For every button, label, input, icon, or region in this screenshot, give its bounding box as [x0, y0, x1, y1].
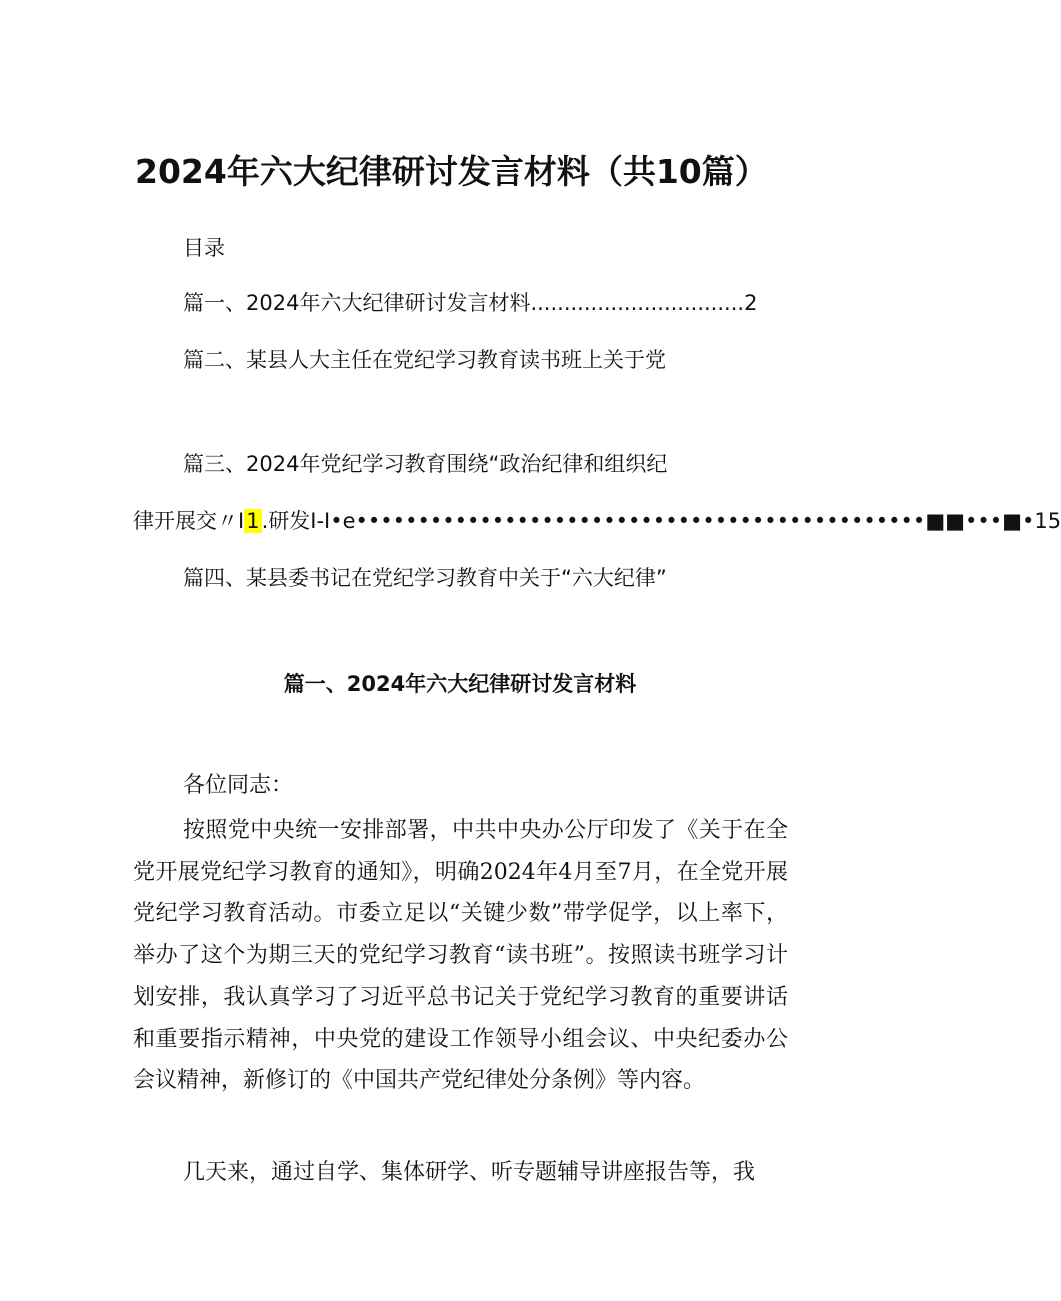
greeting: 各位同志：: [183, 773, 294, 798]
toc-entry-1[interactable]: [183, 287, 757, 317]
toc-entry-2[interactable]: 篇二、某县人大主任在党纪学习教育读书班上关于党: [183, 348, 666, 372]
body-paragraph-1: 按照党中央统一安排部署，中共中央办公厅印发了《关于在全党开展党纪学习教育的通知》，明确2024年4月至7月，在全党开展党纪学习教育活动。市委立足以“关键少数”带学促学，以上率下，举办了这个为期三天的党纪学习教育“读书班”。按照读书班学习计划安排，我认真学习了习近平总书记关于党纪学习教育的重要讲话和重要指示精神，中央党的建设工作领导小组会议、中央纪委办公会议精神，新修订的《中国共产党纪律处分条例》等内容。: [133, 818, 788, 1094]
toc-entry-3-page: 15: [1034, 509, 1061, 533]
toc-entry-1-page: 2: [744, 291, 758, 315]
toc-entry-1-leader: ................................: [530, 291, 745, 315]
toc-entry-3-continuation[interactable]: [133, 505, 1061, 535]
toc-entry-4[interactable]: 篇四、某县委书记在党纪学习教育中关于“六大纪律”: [183, 566, 667, 590]
toc-entry-1-text: 篇一、2024年六大纪律研讨发言材料: [183, 291, 531, 315]
toc-entry-3[interactable]: 篇三、2024年党纪学习教育围绕“政治纪律和组织纪: [183, 452, 668, 476]
document-title: 2024年六大纪律研讨发言材料（共10篇）: [135, 152, 768, 191]
toc-highlight-mark: 1: [246, 509, 260, 533]
section-title: 篇一、2024年六大纪律研讨发言材料: [283, 672, 637, 696]
body-paragraph-2: 几天来，通过自学、集体研学、听专题辅导讲座报告等，我: [183, 1160, 756, 1185]
toc-entry-3-text-before: 律开展交〃I: [133, 509, 245, 533]
toc-heading: 目录: [183, 236, 225, 260]
toc-entry-3-text-after: .研发I-I•e••••••••••••••••••••••••••••••••••••••••••••••■■•••■•: [261, 509, 1035, 533]
